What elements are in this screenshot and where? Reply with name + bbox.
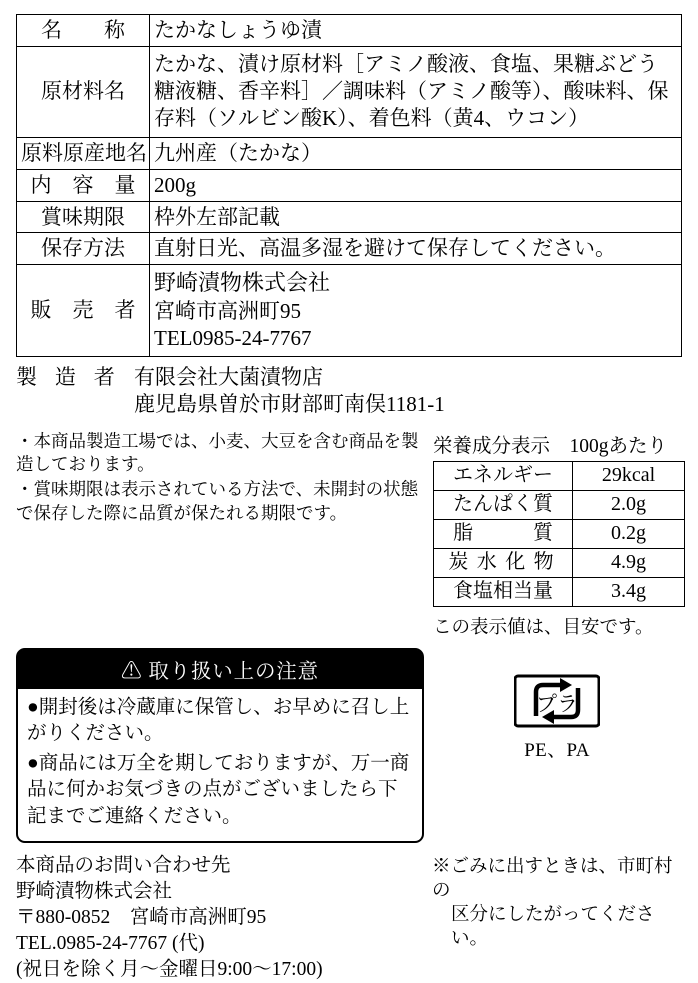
table-row	[434, 490, 685, 519]
nutrition-value-fat: 0.2g	[573, 519, 685, 548]
manufacturer-label: 製 造 者	[16, 365, 121, 390]
disposal-line-1: ※ごみに出すときは、市町村の	[432, 857, 673, 902]
allergen-notes	[16, 430, 431, 527]
spec-value-best-before: 枠外左部記載	[150, 201, 682, 233]
recycle-mark-block	[432, 648, 682, 762]
table-row	[17, 233, 682, 265]
caution-item: ●開封後は冷蔵庫に保管し、お早めに召し上がりください。	[27, 696, 410, 745]
manufacturer-block	[16, 364, 682, 417]
table-row	[434, 519, 685, 548]
disposal-note	[432, 853, 682, 951]
nutrition-value-salt: 3.4g	[573, 577, 685, 606]
spec-value-storage: 直射日光、高温多湿を避けて保存してください。	[150, 233, 682, 265]
table-row-seller	[17, 265, 682, 357]
spec-label-quantity: 内 容 量	[17, 169, 150, 201]
caution-box	[16, 648, 424, 844]
nutrition-value-energy: 29kcal	[573, 461, 685, 490]
nutrition-table	[433, 461, 685, 607]
contact-and-disposal	[16, 853, 682, 983]
disposal-line-2: 区分にしたがってください。	[451, 905, 655, 950]
spec-value-seller	[150, 265, 682, 357]
nutrition-value-protein: 2.0g	[573, 490, 685, 519]
caution-and-recycle	[16, 648, 682, 844]
spec-value-origin: 九州産（たかな）	[150, 137, 682, 169]
manufacturer-value	[134, 364, 682, 417]
table-row	[434, 577, 685, 606]
nutrition-note: この表示値は、目安です。	[433, 617, 654, 638]
spec-label-origin: 原料原産地名	[17, 137, 150, 169]
nutrition-label-salt: 食塩相当量	[434, 577, 573, 606]
manufacturer-address: 鹿児島県曽於市財部町南俣1181-1	[134, 392, 445, 417]
contact-tel: TEL.0985-24-7767 (代)	[16, 933, 205, 955]
nutrition-label-protein: たんぱく質	[434, 490, 573, 519]
recycle-material-label: PE、PA	[524, 739, 590, 761]
spec-label-name: 名 称	[17, 15, 150, 47]
product-spec-table	[16, 14, 682, 357]
spec-label-storage: 保存方法	[17, 233, 150, 265]
table-row	[17, 201, 682, 233]
table-row	[17, 169, 682, 201]
spec-label-best-before: 賞味期限	[17, 201, 150, 233]
nutrition-title: 栄養成分表示 100gあたり	[433, 435, 668, 457]
contact-block	[16, 853, 432, 983]
seller-tel: TEL0985-24-7767	[154, 326, 312, 351]
svg-text:プラ: プラ	[536, 692, 578, 716]
caution-item: ●商品には万全を期しておりますが、万一商品に何かお気づきの点がございましたら下記までご連絡ください。	[27, 752, 410, 827]
caution-wrapper	[16, 648, 432, 844]
manufacturer-company: 有限会社大菌漬物店	[134, 365, 323, 390]
seller-company: 野崎漬物株式会社	[154, 270, 331, 296]
contact-hours: (祝日を除く月〜金曜日9:00〜17:00)	[16, 959, 323, 981]
note-item: ・本商品製造工場では、小麦、大豆を含む商品を製造しております。	[16, 430, 419, 475]
seller-address: 宮崎市高洲町95	[154, 298, 301, 323]
nutrition-section	[431, 430, 685, 639]
contact-company: 野崎漬物株式会社	[16, 881, 173, 903]
spec-value-name: たかなしょうゆ漬	[150, 15, 682, 47]
nutrition-label-fat: 脂 質	[434, 519, 573, 548]
nutrition-value-carbohydrate: 4.9g	[573, 548, 685, 577]
table-row	[17, 46, 682, 137]
table-row	[434, 461, 685, 490]
notes-and-nutrition	[16, 430, 682, 639]
spec-label-seller: 販 売 者	[17, 265, 150, 357]
nutrition-label-energy: エネルギー	[434, 461, 573, 490]
contact-address: 〒880-0852 宮崎市高洲町95	[16, 907, 267, 929]
spec-value-quantity: 200g	[150, 169, 682, 201]
nutrition-label-carbohydrate: 炭水化物	[434, 548, 573, 577]
spec-label-ingredients: 原材料名	[17, 46, 150, 137]
spec-value-ingredients: たかな、漬け原材料［アミノ酸液、食塩、果糖ぶどう糖液糖、香辛料］／調味料（アミノ酸等）、酸味料、保存料（ソルビン酸K）、着色料（黄4、ウコン）	[150, 46, 682, 137]
caution-header: ⚠ 取り扱い上の注意	[18, 650, 422, 689]
note-item: ・賞味期限は表示されている方法で、未開封の状態で保存した際に品質が保たれる期限です。	[16, 479, 419, 523]
contact-heading: 本商品のお問い合わせ先	[16, 855, 231, 877]
table-row	[17, 137, 682, 169]
caution-body	[18, 689, 422, 831]
table-row	[17, 15, 682, 47]
plastic-recycle-icon	[432, 670, 682, 732]
table-row	[434, 548, 685, 577]
